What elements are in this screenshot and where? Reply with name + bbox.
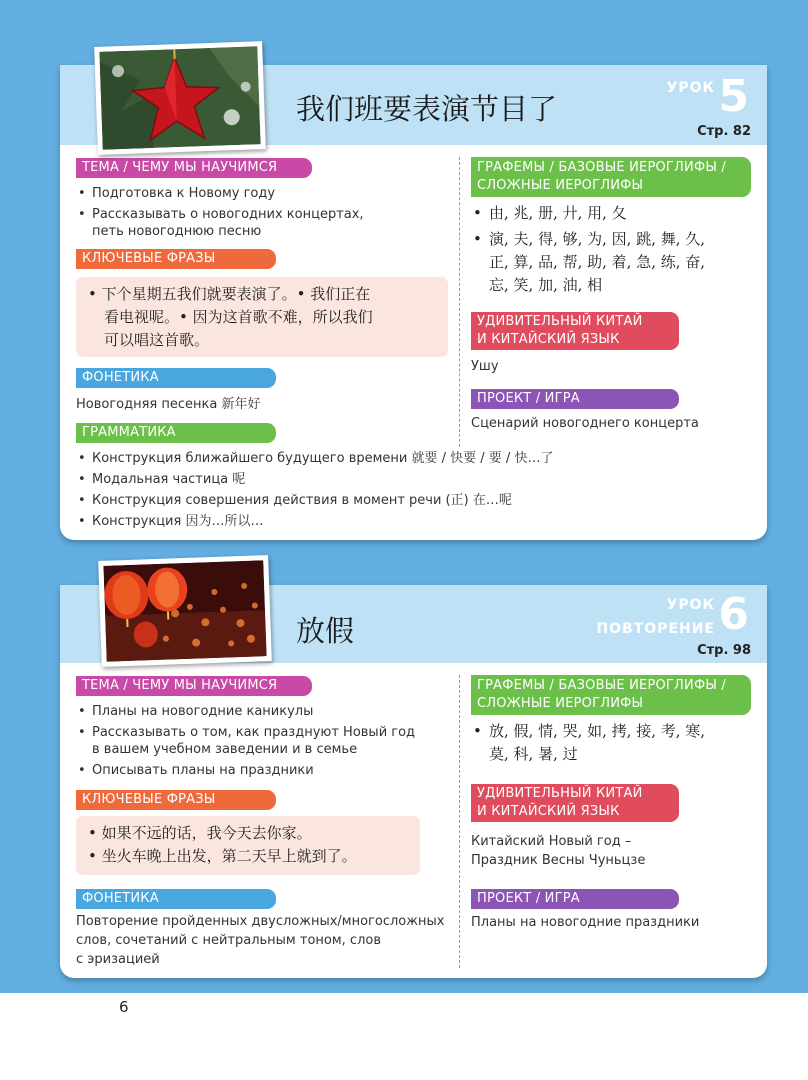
hanzi-line: • 演, 夫, 得, 够, 为, 因, 跳, 舞, 久, [489,230,706,248]
phrase-line: • 坐火车晚上出发，第二天早上就到了。 [88,847,357,865]
phrase-line: • 如果不远的话，我今天去你家。 [88,824,312,842]
graphemes-header-line: ГРАФЕМЫ / БАЗОВЫЕ ИЕРОГЛИФЫ / [477,160,726,175]
grammar-list [76,450,636,534]
list-item: • Подготовка к Новому году [76,185,376,202]
lesson-5-page-ref: Стр. 82 [697,124,751,139]
phrase-line: 可以唱这首歌。 [104,331,210,349]
phrase-line: • 下个星期五我们就要表演了。• 我们正在 [88,285,371,303]
lesson-5-label: УРОК [666,80,715,96]
lesson-5-title: 我们班要表演节目了 [296,92,558,126]
hanzi-line: 正, 算, 品, 帮, 助, 着, 急, 练, 奋, [489,253,706,271]
complex-graphemes [471,228,761,297]
basic-graphemes: • 由, 兆, 册, 廾, 用, 夂 [471,202,761,225]
key-phrases-box [76,816,420,875]
china-text [471,832,645,870]
topic-list [76,703,416,783]
phonetics-text [76,912,456,969]
china-header-line: И КИТАЙСКИЙ ЯЗЫК [477,332,620,347]
grammar-header: ГРАММАТИКА [76,423,276,443]
lesson-6-label: УРОК [666,597,715,613]
topic-header: ТЕМА / ЧЕМУ МЫ НАУЧИМСЯ [76,676,312,696]
phonetics-line: Повторение пройденных двусложных/многосложных [76,914,445,929]
graphemes-list [471,720,761,769]
china-header [471,312,679,350]
key-phrases-header: КЛЮЧЕВЫЕ ФРАЗЫ [76,249,276,269]
column-divider [459,675,460,968]
china-text-line: Китайский Новый год – [471,834,632,849]
topic-header: ТЕМА / ЧЕМУ МЫ НАУЧИМСЯ [76,158,312,178]
list-item: • Конструкция 因为…所以… [76,513,636,530]
phonetics-line: слов, сочетаний с нейтральным тоном, слов [76,933,381,948]
project-header: ПРОЕКТ / ИГРА [471,889,679,909]
lesson-5-number: 5 [718,71,749,122]
key-phrases-header: КЛЮЧЕВЫЕ ФРАЗЫ [76,790,276,810]
china-header-line: И КИТАЙСКИЙ ЯЗЫК [477,804,620,819]
topic-list [76,185,376,244]
graphemes-header-line: СЛОЖНЫЕ ИЕРОГЛИФЫ [477,696,644,711]
hanzi-line: • 放, 假, 情, 哭, 如, 拷, 接, 考, 寒, [489,722,706,740]
lesson-5-photo [94,41,266,155]
phonetics-text: Новогодняя песенка 新年好 [76,397,261,412]
complex-graphemes [471,720,761,766]
graphemes-header-line: ГРАФЕМЫ / БАЗОВЫЕ ИЕРОГЛИФЫ / [477,678,726,693]
lesson-6-photo [98,555,272,667]
graphemes-header-line: СЛОЖНЫЕ ИЕРОГЛИФЫ [477,178,644,193]
lesson-6-page-ref: Стр. 98 [697,643,751,658]
graphemes-header [471,675,751,715]
christmas-star-image [99,46,260,149]
list-item: • Конструкция ближайшего будущего времени 就要 / 快要 / 要 / 快…了 [76,450,636,467]
list-item: • Описывать планы на праздники [76,762,416,779]
phonetics-line: с эризацией [76,952,160,967]
phrase-line: 看电视呢。• 因为这首歌不难，所以我们 [104,308,373,326]
china-text: Ушу [471,359,499,374]
list-item: • Конструкция совершения действия в момент речи (正) 在…呢 [76,492,636,509]
phonetics-header: ФОНЕТИКА [76,368,276,388]
lesson-6-review-label: ПОВТОРЕНИЕ [596,621,715,637]
china-text-line: Праздник Весны Чуньцзе [471,853,646,868]
china-header [471,784,679,822]
hanzi-line: 莫, 科, 暑, 过 [489,745,578,763]
lanterns-image [103,560,266,662]
graphemes-list [471,202,761,300]
list-item: • Модальная частица 呢 [76,471,636,488]
graphemes-header [471,157,751,197]
column-divider [459,157,460,447]
project-text: Сценарий новогоднего концерта [471,416,699,431]
project-header: ПРОЕКТ / ИГРА [471,389,679,409]
list-item: • Рассказывать о новогодних концертах, петь новогоднюю песню [76,206,376,240]
list-item: • Рассказывать о том, как празднуют Новый год в вашем учебном заведении и в семье [76,724,416,758]
key-phrases-box [76,277,448,357]
china-header-line: УДИВИТЕЛЬНЫЙ КИТАЙ [477,786,643,801]
lesson-6-number: 6 [718,589,749,640]
hanzi-line: 忘, 笑, 加, 油, 相 [489,276,603,294]
phonetics-header: ФОНЕТИКА [76,889,276,909]
page-number: 6 [119,998,129,1016]
lesson-6-title: 放假 [296,614,355,648]
list-item: • Планы на новогодние каникулы [76,703,416,720]
china-header-line: УДИВИТЕЛЬНЫЙ КИТАЙ [477,314,643,329]
project-text: Планы на новогодние праздники [471,915,700,930]
